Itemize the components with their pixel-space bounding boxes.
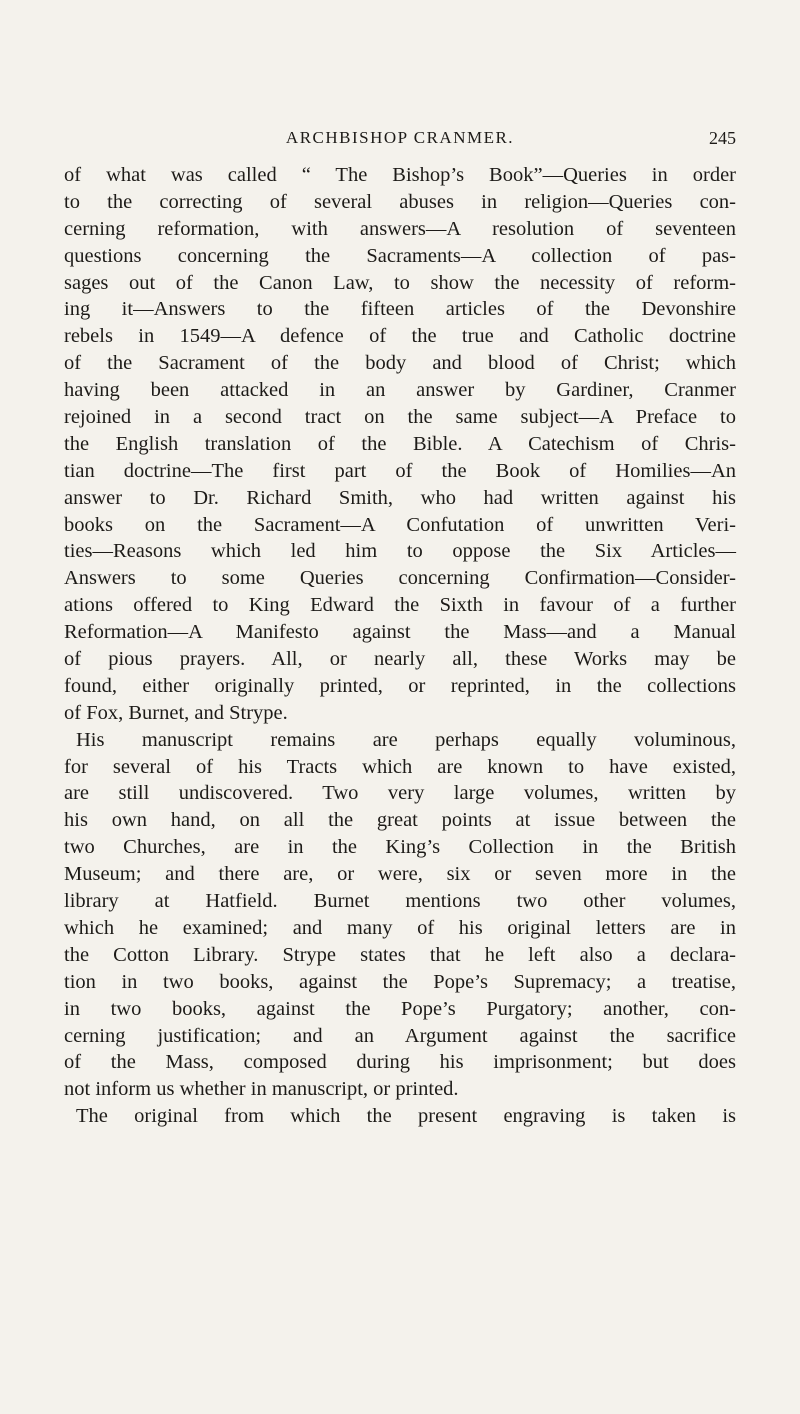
text-line: Museum; and there are, or were, six or seven more in the xyxy=(64,863,736,886)
text-line: of pious prayers. All, or nearly all, these Works may be xyxy=(64,648,736,671)
text-line: in two books, against the Pope’s Purgatory; another, con- xyxy=(64,997,736,1020)
text-line: his own hand, on all the great points at issue between the xyxy=(64,809,736,832)
text-line: rebels in 1549—A defence of the true and Catholic doctrine xyxy=(64,325,736,348)
text-line: answer to Dr. Richard Smith, who had written against his xyxy=(64,486,736,509)
text-line: the English translation of the Bible. A Catechism of Chris- xyxy=(64,432,736,455)
text-line: of the Mass, composed during his imprisonment; but does xyxy=(64,1051,736,1074)
text-line-paragraph-end: of Fox, Burnet, and Strype. xyxy=(64,701,288,724)
text-line: found, either originally printed, or reprinted, in the collections xyxy=(64,674,736,697)
text-line: books on the Sacrament—A Confutation of unwritten Veri- xyxy=(64,513,736,536)
text-line: the Cotton Library. Strype states that he left also a declara- xyxy=(64,943,736,966)
running-title: ARCHBISHOP CRANMER. xyxy=(285,128,515,147)
text-line: Reformation—A Manifesto against the Mass—and a Manual xyxy=(64,621,736,644)
text-line: questions concerning the Sacraments—A collection of pas- xyxy=(64,244,736,267)
text-line: having been attacked in an answer by Gardiner, Cranmer xyxy=(64,379,736,402)
text-line: cerning reformation, with answers—A resolution of seventeen xyxy=(64,217,736,240)
text-line: to the correcting of several abuses in religion—Queries con- xyxy=(64,190,736,213)
text-line: library at Hatfield. Burnet mentions two other volumes, xyxy=(64,890,736,913)
text-line: cerning justification; and an Argument against the sacrifice xyxy=(64,1024,736,1047)
running-head xyxy=(64,128,736,162)
text-line: which he examined; and many of his original letters are in xyxy=(64,916,736,939)
text-line: are still undiscovered. Two very large volumes, written by xyxy=(64,782,736,805)
text-line: for several of his Tracts which are known to have existed, xyxy=(64,755,736,778)
text-line-paragraph-start: His manuscript remains are perhaps equally voluminous, xyxy=(76,728,736,751)
text-line: tion in two books, against the Pope’s Supremacy; a treatise, xyxy=(64,970,736,993)
text-line: two Churches, are in the King’s Collection in the British xyxy=(64,836,736,859)
body-text xyxy=(64,162,736,1130)
text-line: ations offered to King Edward the Sixth in favour of a further xyxy=(64,594,736,617)
text-line: of the Sacrament of the body and blood of Christ; which xyxy=(64,352,736,375)
text-line: ing it—Answers to the fifteen articles of the Devonshire xyxy=(64,298,736,321)
text-line: rejoined in a second tract on the same subject—A Preface to xyxy=(64,406,736,429)
text-line: of what was called “ The Bishop’s Book”—Queries in order xyxy=(64,164,736,186)
text-line: sages out of the Canon Law, to show the necessity of reform- xyxy=(64,271,736,294)
text-line: Answers to some Queries concerning Confirmation—Consider- xyxy=(64,567,736,590)
page-number: 245 xyxy=(709,128,736,148)
book-page xyxy=(64,128,736,1130)
text-line-paragraph-start: The original from which the present engraving is taken is xyxy=(76,1105,736,1128)
text-line-paragraph-end: not inform us whether in manuscript, or printed. xyxy=(64,1078,459,1101)
text-line: ties—Reasons which led him to oppose the Six Articles— xyxy=(64,540,736,563)
text-line: tian doctrine—The first part of the Book of Homilies—An xyxy=(64,459,736,482)
